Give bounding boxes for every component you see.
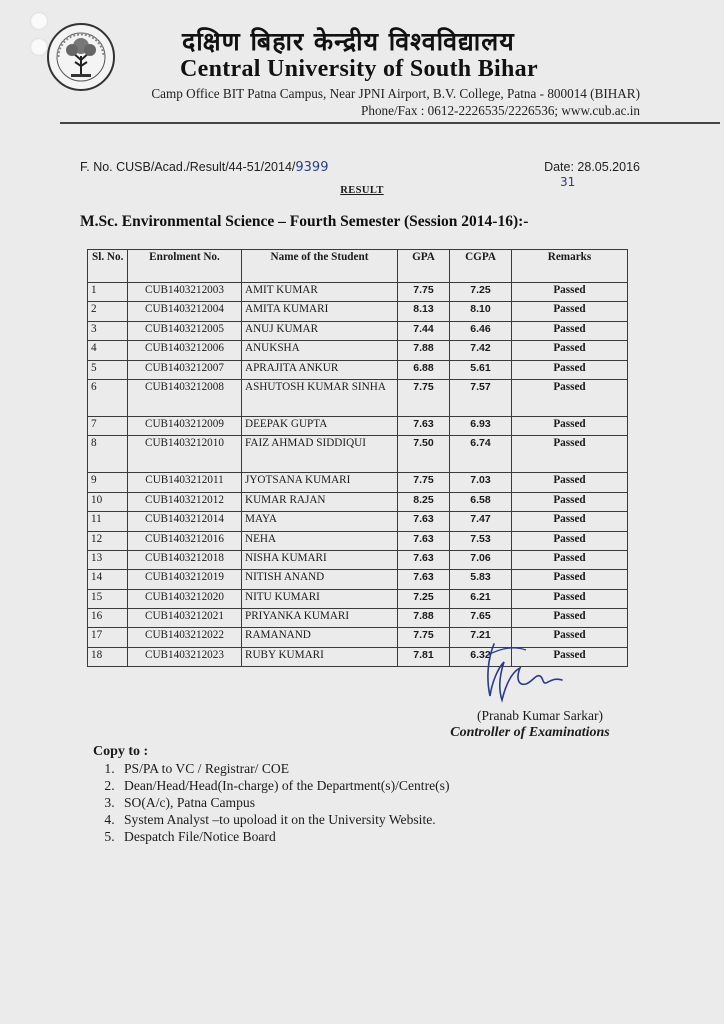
- cell-enrolment-no: CUB1403212010: [128, 436, 242, 473]
- cell-sl-no: 2: [88, 302, 128, 321]
- list-item: 2. Dean/Head/Head(In-charge) of the Department(s)/Centre(s): [118, 777, 449, 794]
- cell-sl-no: 15: [88, 589, 128, 608]
- cell-remarks: Passed: [512, 589, 628, 608]
- cell-sl-no: 16: [88, 609, 128, 628]
- copy-to-title: Copy to :: [93, 744, 149, 759]
- cell-gpa: 7.75: [398, 283, 450, 302]
- cell-student-name: RAMANAND: [242, 628, 398, 647]
- result-table-body: [88, 283, 628, 667]
- cell-sl-no: 13: [88, 550, 128, 569]
- file-number: [80, 160, 328, 175]
- cell-gpa: 7.88: [398, 341, 450, 360]
- cell-cgpa: 7.03: [450, 473, 512, 492]
- result-table: [87, 249, 628, 667]
- cell-enrolment-no: CUB1403212003: [128, 283, 242, 302]
- cell-sl-no: 7: [88, 416, 128, 435]
- signatory-designation: Controller of Examinations: [450, 725, 610, 740]
- cell-gpa: 7.44: [398, 321, 450, 340]
- table-row: [88, 341, 628, 360]
- cell-sl-no: 12: [88, 531, 128, 550]
- cell-remarks: Passed: [512, 416, 628, 435]
- cell-remarks: Passed: [512, 531, 628, 550]
- cell-remarks: Passed: [512, 360, 628, 379]
- cell-enrolment-no: CUB1403212006: [128, 341, 242, 360]
- cell-sl-no: 3: [88, 321, 128, 340]
- cell-gpa: 7.81: [398, 647, 450, 666]
- col-header-name: Name of the Student: [242, 250, 398, 283]
- cell-cgpa: 5.83: [450, 570, 512, 589]
- cell-enrolment-no: CUB1403212012: [128, 492, 242, 511]
- cell-cgpa: 7.47: [450, 512, 512, 531]
- university-address: Camp Office BIT Patna Campus, Near JPNI Airport, B.V. College, Patna - 800014 (BIHAR): [151, 86, 640, 101]
- cell-cgpa: 6.21: [450, 589, 512, 608]
- cell-student-name: RUBY KUMARI: [242, 647, 398, 666]
- cell-enrolment-no: CUB1403212021: [128, 609, 242, 628]
- cell-student-name: DEEPAK GUPTA: [242, 416, 398, 435]
- university-seal-icon: [46, 22, 116, 92]
- cell-enrolment-no: CUB1403212020: [128, 589, 242, 608]
- cell-sl-no: 8: [88, 436, 128, 473]
- copy-to-list: [93, 760, 449, 845]
- cell-enrolment-no: CUB1403212004: [128, 302, 242, 321]
- cell-cgpa: 6.74: [450, 436, 512, 473]
- cell-cgpa: 7.65: [450, 609, 512, 628]
- subject-line: M.Sc. Environmental Science – Fourth Semester (Session 2014-16):-: [80, 213, 529, 230]
- header-divider: [60, 122, 720, 124]
- cell-student-name: NITU KUMARI: [242, 589, 398, 608]
- cell-enrolment-no: CUB1403212019: [128, 570, 242, 589]
- cell-student-name: NISHA KUMARI: [242, 550, 398, 569]
- cell-cgpa: 7.25: [450, 283, 512, 302]
- cell-gpa: 7.25: [398, 589, 450, 608]
- cell-gpa: 7.63: [398, 512, 450, 531]
- file-number-handwritten: 9399: [295, 160, 329, 175]
- university-name-hindi: दक्षिण बिहार केन्द्रीय विश्वविद्यालय: [182, 27, 515, 56]
- cell-cgpa: 7.06: [450, 550, 512, 569]
- cell-student-name: ANUKSHA: [242, 341, 398, 360]
- cell-cgpa: 6.58: [450, 492, 512, 511]
- cell-student-name: MAYA: [242, 512, 398, 531]
- cell-enrolment-no: CUB1403212011: [128, 473, 242, 492]
- col-header-gpa: GPA: [398, 250, 450, 283]
- cell-sl-no: 9: [88, 473, 128, 492]
- cell-enrolment-no: CUB1403212016: [128, 531, 242, 550]
- list-item: 5. Despatch File/Notice Board: [118, 828, 449, 845]
- cell-cgpa: 5.61: [450, 360, 512, 379]
- table-row: [88, 321, 628, 340]
- table-row: [88, 416, 628, 435]
- signatory-name: (Pranab Kumar Sarkar): [477, 708, 603, 723]
- cell-remarks: Passed: [512, 628, 628, 647]
- table-row: [88, 492, 628, 511]
- cell-enrolment-no: CUB1403212018: [128, 550, 242, 569]
- cell-cgpa: 7.42: [450, 341, 512, 360]
- university-phone: Phone/Fax : 0612-2226535/2226536; www.cub.ac.in: [361, 103, 640, 118]
- issue-date: Date: 28.05.2016: [544, 160, 640, 174]
- cell-sl-no: 17: [88, 628, 128, 647]
- cell-student-name: APRAJITA ANKUR: [242, 360, 398, 379]
- cell-remarks: Passed: [512, 609, 628, 628]
- table-row: [88, 302, 628, 321]
- cell-enrolment-no: CUB1403212005: [128, 321, 242, 340]
- cell-gpa: 7.50: [398, 436, 450, 473]
- table-row: [88, 473, 628, 492]
- cell-remarks: Passed: [512, 473, 628, 492]
- cell-student-name: ASHUTOSH KUMAR SINHA: [242, 379, 398, 416]
- list-item: 1. PS/PA to VC / Registrar/ COE: [118, 760, 449, 777]
- table-row: [88, 550, 628, 569]
- cell-cgpa: 7.53: [450, 531, 512, 550]
- cell-sl-no: 11: [88, 512, 128, 531]
- table-row: [88, 531, 628, 550]
- cell-gpa: 7.63: [398, 550, 450, 569]
- cell-enrolment-no: CUB1403212009: [128, 416, 242, 435]
- col-header-sl: Sl. No.: [88, 250, 128, 283]
- cell-gpa: 8.25: [398, 492, 450, 511]
- cell-remarks: Passed: [512, 512, 628, 531]
- cell-cgpa: 6.46: [450, 321, 512, 340]
- cell-remarks: Passed: [512, 379, 628, 416]
- cell-remarks: Passed: [512, 302, 628, 321]
- cell-student-name: AMIT KUMAR: [242, 283, 398, 302]
- cell-sl-no: 5: [88, 360, 128, 379]
- col-header-cgpa: CGPA: [450, 250, 512, 283]
- cell-remarks: Passed: [512, 550, 628, 569]
- cell-gpa: 7.75: [398, 628, 450, 647]
- cell-sl-no: 18: [88, 647, 128, 666]
- cell-enrolment-no: CUB1403212007: [128, 360, 242, 379]
- file-number-text: F. No. CUSB/Acad./Result/44-51/2014/: [80, 160, 296, 174]
- cell-enrolment-no: CUB1403212022: [128, 628, 242, 647]
- cell-student-name: NITISH ANAND: [242, 570, 398, 589]
- table-row: [88, 436, 628, 473]
- table-header-row: [88, 250, 628, 283]
- cell-student-name: JYOTSANA KUMARI: [242, 473, 398, 492]
- col-header-enrolment: Enrolment No.: [128, 250, 242, 283]
- cell-cgpa: 7.57: [450, 379, 512, 416]
- table-row: [88, 379, 628, 416]
- cell-gpa: 6.88: [398, 360, 450, 379]
- cell-remarks: Passed: [512, 570, 628, 589]
- signature-icon: [480, 638, 570, 708]
- table-row: [88, 360, 628, 379]
- cell-student-name: AMITA KUMARI: [242, 302, 398, 321]
- table-row: [88, 512, 628, 531]
- cell-student-name: KUMAR RAJAN: [242, 492, 398, 511]
- table-row: [88, 609, 628, 628]
- university-name-english: Central University of South Bihar: [180, 56, 538, 82]
- cell-enrolment-no: CUB1403212023: [128, 647, 242, 666]
- cell-sl-no: 10: [88, 492, 128, 511]
- cell-student-name: NEHA: [242, 531, 398, 550]
- cell-sl-no: 14: [88, 570, 128, 589]
- cell-cgpa: 8.10: [450, 302, 512, 321]
- cell-cgpa: 6.93: [450, 416, 512, 435]
- cell-student-name: FAIZ AHMAD SIDDIQUI: [242, 436, 398, 473]
- cell-gpa: 7.63: [398, 570, 450, 589]
- cell-cgpa: 6.32: [450, 647, 512, 666]
- cell-remarks: Passed: [512, 283, 628, 302]
- list-item: 3. SO(A/c), Patna Campus: [118, 794, 449, 811]
- cell-gpa: 7.75: [398, 379, 450, 416]
- cell-student-name: PRIYANKA KUMARI: [242, 609, 398, 628]
- cell-gpa: 7.88: [398, 609, 450, 628]
- cell-remarks: Passed: [512, 436, 628, 473]
- cell-gpa: 8.13: [398, 302, 450, 321]
- cell-remarks: Passed: [512, 321, 628, 340]
- document-title: RESULT: [340, 185, 384, 196]
- cell-remarks: Passed: [512, 341, 628, 360]
- cell-gpa: 7.75: [398, 473, 450, 492]
- list-item: 4. System Analyst –to upoload it on the University Website.: [118, 811, 449, 828]
- cell-remarks: Passed: [512, 647, 628, 666]
- cell-sl-no: 6: [88, 379, 128, 416]
- table-row: [88, 589, 628, 608]
- cell-enrolment-no: CUB1403212014: [128, 512, 242, 531]
- cell-student-name: ANUJ KUMAR: [242, 321, 398, 340]
- cell-gpa: 7.63: [398, 416, 450, 435]
- cell-enrolment-no: CUB1403212008: [128, 379, 242, 416]
- cell-gpa: 7.63: [398, 531, 450, 550]
- cell-remarks: Passed: [512, 492, 628, 511]
- cell-cgpa: 7.21: [450, 628, 512, 647]
- cell-sl-no: 4: [88, 341, 128, 360]
- date-handwritten-note: 31: [560, 175, 576, 189]
- table-row: [88, 283, 628, 302]
- col-header-remarks: Remarks: [512, 250, 628, 283]
- cell-sl-no: 1: [88, 283, 128, 302]
- table-row: [88, 570, 628, 589]
